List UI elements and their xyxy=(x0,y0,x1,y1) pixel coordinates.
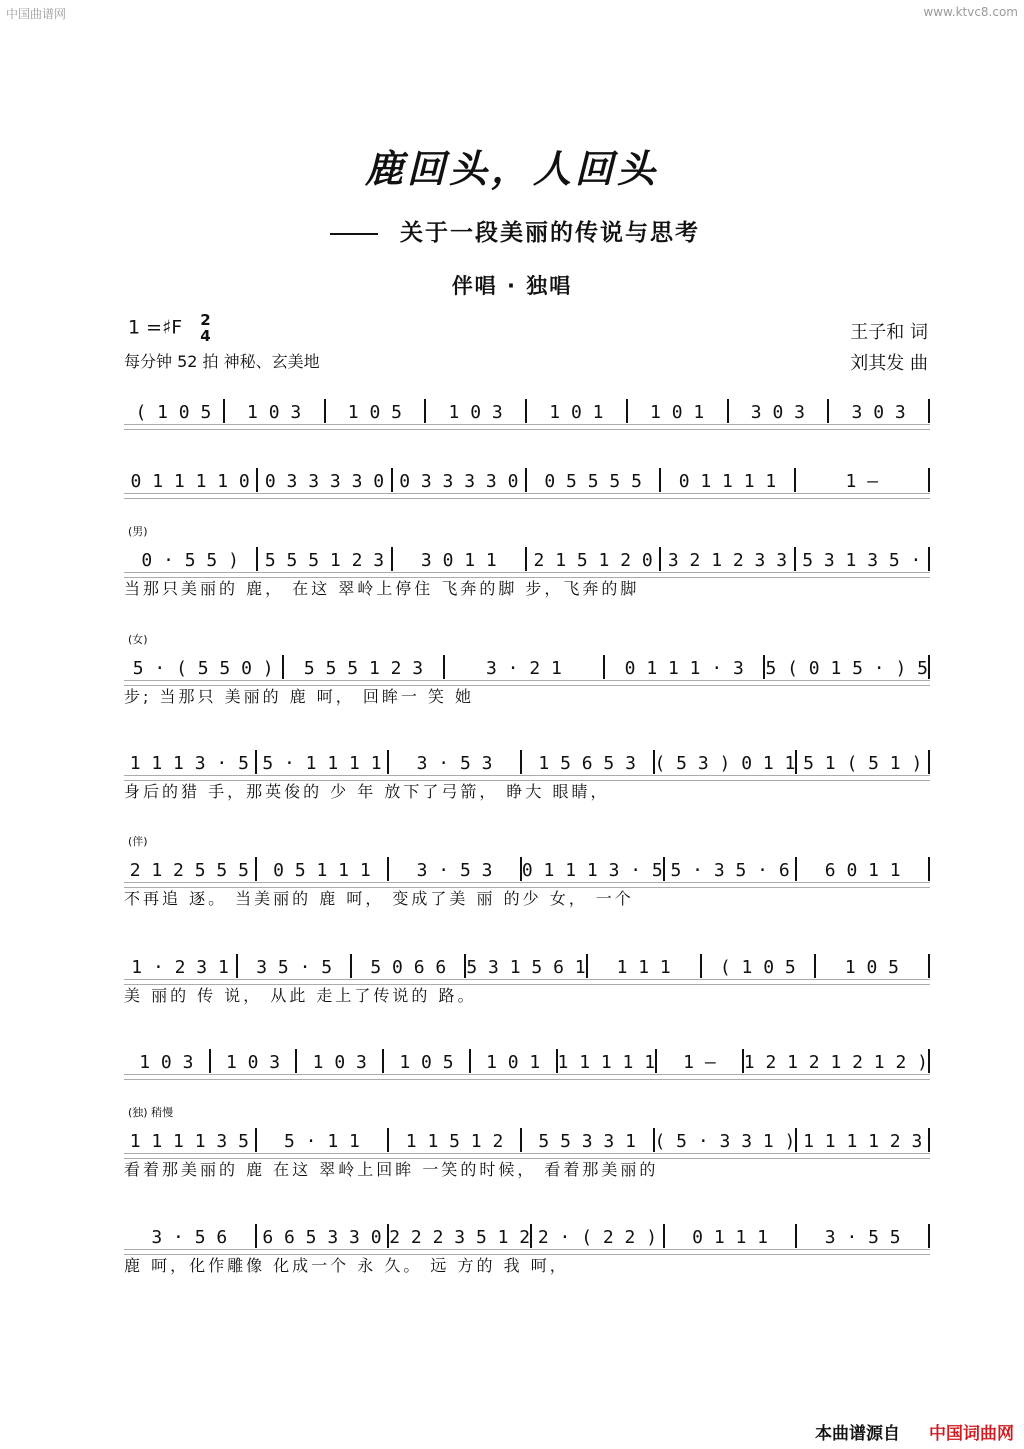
measure: 0 1 1 1 · 3 xyxy=(624,658,744,679)
bar-line xyxy=(928,399,930,423)
measure: 0 5 5 5 5 xyxy=(544,471,642,492)
measure: ( 5 · 3 3 1 ) xyxy=(654,1131,796,1152)
bar-line xyxy=(928,1049,930,1073)
measure: 1 1 1 3 · 5 xyxy=(129,753,249,774)
bar-line xyxy=(928,750,930,774)
footer-source: 本曲谱源自 xyxy=(815,1424,900,1444)
composer-credit: 刘其发 曲 xyxy=(850,353,928,374)
measure: 1 – xyxy=(683,1052,716,1073)
part-tag: (男) xyxy=(128,525,148,538)
measure: 5 · 1 1 1 1 xyxy=(262,753,382,774)
measure: 1 1 1 1 2 3 xyxy=(803,1131,923,1152)
measure: 0 3 3 3 3 0 xyxy=(264,471,385,492)
meter-bottom: 4 xyxy=(200,327,211,345)
measure: 2 1 5 1 2 0 xyxy=(533,550,653,571)
bar-line xyxy=(928,857,930,881)
measure: 1 0 3 xyxy=(139,1052,194,1073)
measure: 0 1 1 1 1 0 xyxy=(130,471,250,492)
key-text: 1 =♯F xyxy=(128,316,183,339)
note-row xyxy=(124,1126,930,1152)
note-row xyxy=(124,466,930,492)
song-subtitle xyxy=(330,214,700,247)
measure: 2 2 2 3 5 1 2 xyxy=(389,1227,531,1248)
note-row xyxy=(124,748,930,774)
measure: 3 · 5 5 xyxy=(824,1227,901,1248)
measure: 1 5 6 5 3 xyxy=(538,753,636,774)
note-row xyxy=(124,545,930,571)
measure: 1 · 2 3 1 xyxy=(131,957,229,978)
lyric-line: 不再追 逐。 当美丽的 鹿 呵， 变成了美 丽 的少 女， 一个 xyxy=(124,889,634,908)
measure: 5 ( 0 1 5 · ) 5 xyxy=(765,658,928,679)
measure: 2 1 2 5 5 5 xyxy=(129,860,249,881)
tempo-marking: 每分钟 52 拍 神秘、玄美地 xyxy=(124,352,320,371)
bar-line xyxy=(928,468,930,492)
measure: 1 0 1 xyxy=(486,1052,541,1073)
score-line xyxy=(124,466,930,516)
measure: 3 2 1 2 3 3 xyxy=(667,550,788,571)
measure: 1 1 1 xyxy=(616,957,671,978)
measure: 2 · ( 2 2 ) xyxy=(537,1227,658,1248)
measure: 3 · 5 3 xyxy=(416,753,493,774)
score-line xyxy=(124,952,930,1005)
measure: 0 1 1 1 1 xyxy=(678,471,777,492)
measure: 3 5 · 5 xyxy=(256,957,333,978)
footer-site: 中国词曲网 xyxy=(929,1424,1014,1444)
score-line xyxy=(124,1106,930,1179)
lyric-line: 看着那美丽的 鹿 在这 翠岭上回眸 一笑的时候， 看着那美丽的 xyxy=(124,1160,659,1179)
measure: 3 0 1 1 xyxy=(420,550,497,571)
note-row xyxy=(124,1047,930,1073)
measure: 3 · 2 1 xyxy=(485,658,562,679)
dash-rule xyxy=(330,233,378,235)
measure: 5 0 6 6 xyxy=(370,957,447,978)
measure: 1 0 1 xyxy=(650,402,705,423)
measure: 0 3 3 3 3 0 xyxy=(399,471,519,492)
measure: ( 1 0 5 xyxy=(135,402,212,423)
score-line xyxy=(124,397,930,447)
bar-line xyxy=(928,547,930,571)
measure: 1 – xyxy=(845,471,879,492)
measure: 5 5 3 3 1 xyxy=(538,1131,636,1152)
key-signature xyxy=(128,312,211,344)
measure: 5 1 ( 5 1 ) xyxy=(803,753,923,774)
watermark-right: www.ktvc8.com xyxy=(923,5,1018,19)
beam-underline xyxy=(124,424,930,430)
measure: 3 0 3 xyxy=(851,402,906,423)
measure: 1 1 5 1 2 xyxy=(405,1131,504,1152)
measure: 0 1 1 1 xyxy=(692,1227,768,1248)
measure: 5 5 5 1 2 3 xyxy=(303,658,424,679)
measure: 1 0 1 xyxy=(549,402,604,423)
lyric-line: 当那只美丽的 鹿， 在这 翠岭上停住 飞奔的脚 步，飞奔的脚 xyxy=(124,579,640,598)
song-title: 鹿回头，人回头 xyxy=(364,146,659,191)
measure: 3 · 5 6 xyxy=(151,1227,228,1248)
measure: 5 3 1 3 5 · xyxy=(802,550,922,571)
measure: 1 2 1 2 1 2 1 2 ) xyxy=(743,1052,928,1073)
note-row xyxy=(124,397,930,423)
measure: 5 · 1 1 xyxy=(284,1131,360,1152)
measure: ( 1 0 5 xyxy=(719,957,796,978)
score-line xyxy=(124,748,930,801)
note-row xyxy=(124,855,930,881)
measure: 1 0 3 xyxy=(225,1052,281,1073)
score-line xyxy=(124,633,930,706)
measure: 6 6 5 3 3 0 xyxy=(262,1227,382,1248)
measure: 1 0 3 xyxy=(312,1052,367,1073)
meter-top: 2 xyxy=(200,311,211,329)
note-row xyxy=(124,952,930,978)
beam-underline xyxy=(124,493,930,499)
bar-line xyxy=(928,1224,930,1248)
measure: 3 · 5 3 xyxy=(416,860,493,881)
measure: 0 5 1 1 1 xyxy=(273,860,371,881)
beam-underline xyxy=(124,1074,930,1080)
part-tag: (伴) xyxy=(128,835,148,848)
bar-line xyxy=(928,954,930,978)
measure: 1 1 1 1 3 5 xyxy=(129,1131,249,1152)
measure: 0 1 1 1 3 · 5 xyxy=(521,860,663,881)
measure: 1 1 1 1 1 xyxy=(557,1052,656,1073)
score-line xyxy=(124,1047,930,1097)
note-row xyxy=(124,1222,930,1248)
measure: 1 0 3 xyxy=(448,402,503,423)
lyricist-credit: 王子和 词 xyxy=(850,322,928,343)
measure: ( 5 3 ) 0 1 1 xyxy=(654,753,796,774)
measure: 1 0 5 xyxy=(399,1052,454,1073)
lyric-line: 美 丽的 传 说， 从此 走上了传说的 路。 xyxy=(124,986,477,1005)
part-tag: (独) 稍慢 xyxy=(128,1106,174,1119)
measure: 6 0 1 1 xyxy=(824,860,901,881)
measure: 1 0 5 xyxy=(844,957,899,978)
subtitle-text: 关于一段美丽的传说与思考 xyxy=(400,219,700,246)
measure: 0 · 5 5 ) xyxy=(141,550,239,571)
measure: 3 0 3 xyxy=(750,402,805,423)
note-row xyxy=(124,653,930,679)
bar-line xyxy=(928,1128,930,1152)
lyric-line: 鹿 呵，化作雕像 化成一个 永 久。 远 方的 我 呵， xyxy=(124,1256,569,1275)
lyric-line: 身后的猎 手，那英俊的 少 年 放下了弓箭， 睁大 眼睛， xyxy=(124,782,610,801)
score-line xyxy=(124,1222,930,1275)
measure: 5 3 1 5 6 1 xyxy=(466,957,586,978)
performance-form: 伴唱 · 独唱 xyxy=(451,274,573,298)
part-tag: (女) xyxy=(128,633,148,646)
score-line xyxy=(124,835,930,908)
measure: 1 0 3 xyxy=(247,402,302,423)
watermark-left: 中国曲谱网 xyxy=(6,7,67,21)
measure: 1 0 5 xyxy=(347,402,402,423)
measure: 5 · 3 5 · 6 xyxy=(670,860,790,881)
time-signature xyxy=(200,312,210,344)
measure: 5 5 5 1 2 3 xyxy=(264,550,385,571)
measure: 5 · ( 5 5 0 ) xyxy=(132,658,274,679)
score-line xyxy=(124,525,930,598)
lyric-line: 步; 当那只 美丽的 鹿 呵， 回眸一 笑 她 xyxy=(124,687,474,706)
bar-line xyxy=(928,655,930,679)
